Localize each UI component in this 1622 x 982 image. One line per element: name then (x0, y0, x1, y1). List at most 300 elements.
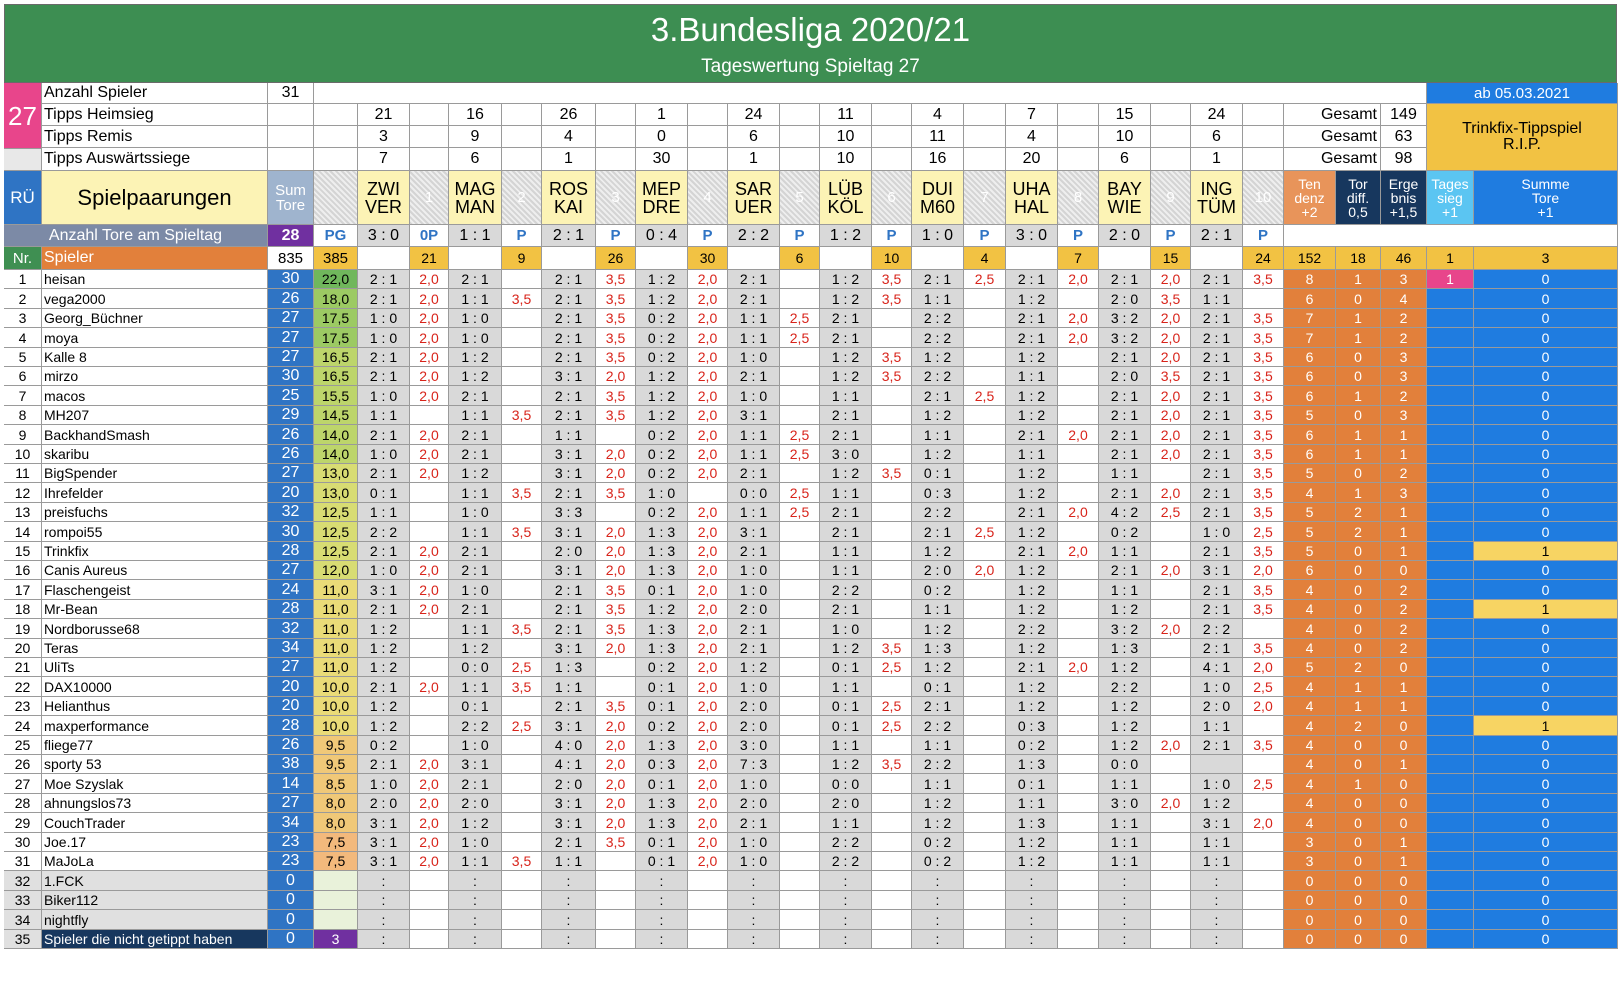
player-tendenz: 0 (1284, 930, 1336, 949)
player-tip: 2 : 1 (820, 406, 872, 425)
player-points: 3,5 (1243, 503, 1284, 522)
player-points: 3,5 (872, 639, 912, 658)
tip-count: 4 (542, 126, 596, 148)
player-tip: 1 : 0 (449, 328, 502, 348)
player-tip: 0 : 1 (1006, 774, 1058, 794)
tagessieg-total: 1 (1427, 247, 1474, 270)
player-ergebnis: 0 (1381, 871, 1427, 891)
player-tip: 2 : 1 (728, 813, 780, 833)
player-tip: : (542, 891, 596, 910)
player-points (1058, 813, 1099, 833)
player-points (410, 483, 449, 503)
player-tip: 3 : 1 (1191, 813, 1243, 833)
player-tip: 2 : 1 (542, 697, 596, 716)
player-tip: 2 : 1 (542, 309, 596, 328)
player-tip: 0 : 2 (912, 852, 964, 871)
player-tip: 2 : 1 (1099, 483, 1151, 503)
player-tagessieg (1427, 871, 1474, 891)
player-points (1058, 561, 1099, 580)
player-tip: 0 : 1 (636, 697, 688, 716)
player-points (502, 503, 542, 522)
player-ergebnis: 1 (1381, 445, 1427, 464)
player-points (964, 930, 1006, 949)
player-tip: 1 : 2 (820, 289, 872, 309)
player-tip: 1 : 1 (1006, 367, 1058, 386)
player-tip: 0 : 3 (912, 483, 964, 503)
player-tip: 2 : 1 (449, 561, 502, 580)
player-sum: 29 (268, 406, 314, 425)
player-nr: 4 (4, 328, 42, 348)
player-points (964, 580, 1006, 600)
player-tip: 1 : 3 (636, 542, 688, 561)
player-points (410, 503, 449, 522)
player-points (502, 270, 542, 289)
player-tip: 1 : 2 (636, 367, 688, 386)
tip-count: 10 (820, 148, 872, 171)
player-points: 2,5 (780, 309, 820, 328)
pg-label: PG (314, 225, 358, 247)
player-nr: 29 (4, 813, 42, 833)
player-tip: 2 : 1 (820, 309, 872, 328)
player-points: 2,0 (688, 309, 728, 328)
player-summe: 0 (1474, 697, 1618, 716)
player-tip: 2 : 1 (542, 600, 596, 619)
player-tip: 0 : 1 (820, 658, 872, 677)
match-header (1006, 171, 1058, 225)
player-tagessieg (1427, 677, 1474, 697)
player-tip: 1 : 2 (1006, 483, 1058, 503)
player-tendenz: 4 (1284, 716, 1336, 736)
stat-blank (780, 126, 820, 148)
player-tip: 2 : 2 (358, 522, 410, 542)
match-header-line-1: MEP (641, 178, 681, 199)
player-tip: 1 : 2 (1006, 697, 1058, 716)
player-name: Trinkfix (42, 542, 268, 561)
stat-blank (780, 104, 820, 126)
player-tip: 1 : 0 (728, 386, 780, 406)
match-header-line-1: UHA (1012, 178, 1051, 199)
player-pg: 22,0 (314, 270, 358, 289)
player-points (502, 794, 542, 813)
player-tendenz: 7 (1284, 328, 1336, 348)
player-points: 3,5 (1243, 445, 1284, 464)
player-points (596, 910, 636, 930)
date-badge: ab 05.03.2021 (1427, 83, 1618, 104)
player-points (780, 522, 820, 542)
player-points (780, 736, 820, 755)
tip-count: 4 (912, 104, 964, 126)
match-result: 2 : 1 (1191, 225, 1243, 247)
match-header (728, 171, 780, 225)
player-name: heisan (42, 270, 268, 289)
player-points (780, 930, 820, 949)
player-ergebnis: 1 (1381, 542, 1427, 561)
player-tip: : (1006, 891, 1058, 910)
player-tip: 2 : 1 (820, 503, 872, 522)
tip-count: 10 (820, 126, 872, 148)
player-tip: 0 : 2 (636, 348, 688, 367)
player-pg: 7,5 (314, 833, 358, 852)
player-points (872, 813, 912, 833)
player-nr: 13 (4, 503, 42, 522)
player-points (1058, 367, 1099, 386)
player-tip: 1 : 1 (1191, 716, 1243, 736)
player-tip: : (820, 891, 872, 910)
player-points (502, 348, 542, 367)
player-points (502, 774, 542, 794)
player-points: 2,0 (688, 774, 728, 794)
player-tendenz: 6 (1284, 445, 1336, 464)
player-summe: 0 (1474, 736, 1618, 755)
player-pg: 11,0 (314, 619, 358, 639)
player-tip: 1 : 0 (449, 736, 502, 755)
match-number: 2 (502, 171, 542, 225)
player-pg: 13,0 (314, 483, 358, 503)
player-points (502, 891, 542, 910)
player-points: 2,0 (1151, 348, 1191, 367)
player-tip: 1 : 2 (1006, 677, 1058, 697)
stat-blank (314, 104, 358, 126)
player-name: Nordborusse68 (42, 619, 268, 639)
player-points: 2,0 (688, 464, 728, 483)
player-points (780, 289, 820, 309)
player-sum: 32 (268, 619, 314, 639)
player-tagessieg (1427, 328, 1474, 348)
blank (1099, 247, 1151, 270)
player-points: 3,5 (1243, 580, 1284, 600)
player-tagessieg (1427, 697, 1474, 716)
player-points (1058, 386, 1099, 406)
player-ergebnis: 3 (1381, 483, 1427, 503)
ergebnis-header-line-1: Erge (1388, 175, 1419, 192)
player-pg: 8,5 (314, 774, 358, 794)
player-points (1058, 755, 1099, 774)
player-points: 2,0 (596, 736, 636, 755)
player-tagessieg (1427, 522, 1474, 542)
player-summe: 0 (1474, 774, 1618, 794)
player-tip: 1 : 0 (449, 309, 502, 328)
player-tip: : (1006, 910, 1058, 930)
player-tip: : (1191, 871, 1243, 891)
player-nr: 21 (4, 658, 42, 677)
player-points: 3,5 (502, 406, 542, 425)
player-points (410, 930, 449, 949)
player-tip: : (912, 930, 964, 949)
player-tendenz: 6 (1284, 367, 1336, 386)
player-tip: 2 : 1 (1191, 367, 1243, 386)
player-tip: 4 : 0 (542, 736, 596, 755)
player-points: 3,5 (596, 348, 636, 367)
player-tendenz: 5 (1284, 464, 1336, 483)
player-tip: 2 : 1 (1191, 639, 1243, 658)
player-tordiff: 0 (1336, 736, 1381, 755)
player-tip: 2 : 1 (358, 270, 410, 289)
player-tip: 0 : 1 (449, 697, 502, 716)
player-points: 2,5 (1243, 774, 1284, 794)
player-tip: 2 : 1 (358, 425, 410, 445)
player-tip: : (636, 871, 688, 891)
player-points: 2,0 (688, 852, 728, 871)
player-ergebnis: 3 (1381, 270, 1427, 289)
player-pg: 11,0 (314, 658, 358, 677)
player-tagessieg (1427, 755, 1474, 774)
player-tip: 2 : 1 (449, 600, 502, 619)
match-result: 1 : 0 (912, 225, 964, 247)
player-sum: 28 (268, 716, 314, 736)
player-points: 2,0 (596, 367, 636, 386)
player-points (1058, 697, 1099, 716)
player-pg: 8,0 (314, 813, 358, 833)
player-tip: 1 : 2 (820, 270, 872, 289)
player-points: 2,0 (688, 348, 728, 367)
player-tip: 3 : 1 (728, 406, 780, 425)
player-points: 2,0 (410, 425, 449, 445)
player-summe: 1 (1474, 542, 1618, 561)
player-nr: 14 (4, 522, 42, 542)
player-points (502, 600, 542, 619)
player-points (1058, 930, 1099, 949)
player-points (1058, 891, 1099, 910)
player-tip: 0 : 2 (636, 503, 688, 522)
match-header (358, 171, 410, 225)
player-tip: : (358, 871, 410, 891)
player-tip: 1 : 3 (636, 619, 688, 639)
player-points: 2,0 (596, 522, 636, 542)
player-points (780, 755, 820, 774)
rip-box-line-2: R.I.P. (1503, 136, 1541, 153)
player-pg: 12,5 (314, 542, 358, 561)
player-tip: 4 : 1 (1191, 658, 1243, 677)
player-sum: 27 (268, 658, 314, 677)
player-tip: 1 : 1 (1099, 852, 1151, 871)
player-tip: 1 : 3 (636, 639, 688, 658)
player-points (502, 328, 542, 348)
player-name: nightfly (42, 910, 268, 930)
player-pg: 11,0 (314, 600, 358, 619)
player-points (1151, 716, 1191, 736)
player-tip: 2 : 2 (1006, 619, 1058, 639)
player-points (502, 386, 542, 406)
tordiff-header-line-1: Tor (1348, 175, 1368, 192)
player-points (964, 774, 1006, 794)
player-points (688, 483, 728, 503)
player-summe: 0 (1474, 386, 1618, 406)
player-points (964, 910, 1006, 930)
player-tip: 2 : 2 (912, 328, 964, 348)
player-points (964, 445, 1006, 464)
player-tip: : (1099, 930, 1151, 949)
player-tordiff: 1 (1336, 445, 1381, 464)
player-points: 2,0 (1058, 270, 1099, 289)
player-tip (1191, 755, 1243, 774)
player-tip: 2 : 1 (1191, 309, 1243, 328)
player-points (964, 328, 1006, 348)
player-tip: 0 : 0 (449, 658, 502, 677)
stat-label: Tipps Remis (42, 126, 268, 148)
player-points: 2,0 (410, 677, 449, 697)
player-tordiff: 0 (1336, 542, 1381, 561)
player-tip: 0 : 0 (728, 483, 780, 503)
player-points: 3,5 (1243, 425, 1284, 445)
player-tip: 2 : 1 (1006, 309, 1058, 328)
player-points: 2,0 (596, 774, 636, 794)
player-ergebnis: 2 (1381, 328, 1427, 348)
player-tordiff: 0 (1336, 289, 1381, 309)
player-summe: 0 (1474, 619, 1618, 639)
player-nr: 9 (4, 425, 42, 445)
player-tendenz: 4 (1284, 697, 1336, 716)
player-tendenz: 7 (1284, 309, 1336, 328)
player-tip: 2 : 0 (542, 774, 596, 794)
player-tip: 1 : 2 (1006, 406, 1058, 425)
total-value: 63 (1381, 126, 1427, 148)
player-tordiff: 1 (1336, 309, 1381, 328)
player-tip: 2 : 1 (1191, 270, 1243, 289)
player-points (502, 367, 542, 386)
match-header-line-2: VER (364, 196, 402, 217)
player-points (780, 270, 820, 289)
player-tagessieg (1427, 580, 1474, 600)
player-name: Ihrefelder (42, 483, 268, 503)
pairings-header: Spielpaarungen (42, 171, 268, 225)
player-points (1151, 930, 1191, 949)
player-tagessieg (1427, 503, 1474, 522)
stat-blank (964, 104, 1006, 126)
player-nr: 18 (4, 600, 42, 619)
player-tip: 1 : 0 (728, 852, 780, 871)
player-tendenz: 3 (1284, 852, 1336, 871)
player-tagessieg (1427, 736, 1474, 755)
player-tip: 2 : 2 (449, 716, 502, 736)
player-tip: 0 : 1 (636, 774, 688, 794)
player-tip: 1 : 3 (636, 813, 688, 833)
player-tip: 1 : 1 (449, 677, 502, 697)
player-tip: 3 : 0 (728, 736, 780, 755)
player-points (596, 891, 636, 910)
stat-blank (1151, 104, 1191, 126)
page-title: 3.Bundesliga 2020/21 (650, 11, 971, 48)
player-tip: 1 : 0 (449, 580, 502, 600)
player-points (872, 542, 912, 561)
player-sum: 20 (268, 697, 314, 716)
player-tagessieg (1427, 930, 1474, 949)
ergebnis-total: 46 (1381, 247, 1427, 270)
player-points: 3,5 (1151, 367, 1191, 386)
player-points (964, 852, 1006, 871)
player-sum: 27 (268, 309, 314, 328)
player-tip: 1 : 3 (636, 736, 688, 755)
player-tip: 1 : 2 (820, 367, 872, 386)
player-name: BigSpender (42, 464, 268, 483)
player-tip: 0 : 1 (636, 677, 688, 697)
player-points (1243, 619, 1284, 639)
player-tip: 0 : 3 (1006, 716, 1058, 736)
player-tip: 1 : 2 (1006, 464, 1058, 483)
player-tendenz: 4 (1284, 813, 1336, 833)
player-tip: 2 : 1 (1191, 503, 1243, 522)
match-header-line-2: UER (734, 196, 773, 217)
player-points: 2,0 (688, 289, 728, 309)
player-tip: 2 : 1 (358, 289, 410, 309)
stat-blank (314, 148, 358, 171)
player-points (596, 503, 636, 522)
player-name: fliege77 (42, 736, 268, 755)
stat-blank (410, 126, 449, 148)
player-nr: 32 (4, 871, 42, 891)
player-points (872, 522, 912, 542)
player-tip: 2 : 0 (820, 794, 872, 813)
player-tagessieg (1427, 386, 1474, 406)
player-points: 2,0 (1058, 328, 1099, 348)
player-points: 2,0 (688, 697, 728, 716)
player-ergebnis: 4 (1381, 289, 1427, 309)
player-nr: 17 (4, 580, 42, 600)
stat-blank (502, 148, 542, 171)
player-summe: 0 (1474, 794, 1618, 813)
player-tip: 1 : 1 (1006, 445, 1058, 464)
player-tip: 3 : 1 (358, 833, 410, 852)
player-ergebnis: 2 (1381, 309, 1427, 328)
player-tip: : (358, 891, 410, 910)
player-points: 2,0 (688, 677, 728, 697)
match-header (820, 171, 872, 225)
player-tip: 0 : 1 (912, 677, 964, 697)
player-name: Georg_Büchner (42, 309, 268, 328)
tip-count: 1 (542, 148, 596, 171)
player-points (964, 639, 1006, 658)
tip-count: 3 (358, 126, 410, 148)
player-points (502, 697, 542, 716)
player-tip: 3 : 3 (542, 503, 596, 522)
player-nr: 20 (4, 639, 42, 658)
player-points (1151, 774, 1191, 794)
player-tip: 2 : 1 (1099, 561, 1151, 580)
player-tip: 1 : 1 (449, 619, 502, 639)
player-name: MaJoLa (42, 852, 268, 871)
player-tip: 1 : 2 (449, 639, 502, 658)
player-pg (314, 871, 358, 891)
player-tip: : (542, 871, 596, 891)
matchday-badge: 27 (4, 83, 42, 149)
player-points (502, 755, 542, 774)
player-points: 2,0 (688, 833, 728, 852)
player-tip: 2 : 1 (1099, 445, 1151, 464)
player-tip: 2 : 0 (728, 794, 780, 813)
player-tip: : (636, 891, 688, 910)
player-nr: 35 (4, 930, 42, 949)
player-tip: 3 : 2 (1099, 328, 1151, 348)
tip-count: 6 (449, 148, 502, 171)
player-points (964, 406, 1006, 425)
player-tip: 0 : 2 (912, 833, 964, 852)
player-tip: : (1099, 910, 1151, 930)
player-tip: 1 : 1 (820, 483, 872, 503)
player-points (872, 852, 912, 871)
player-tip: 1 : 1 (449, 522, 502, 542)
player-tip: 2 : 1 (1191, 348, 1243, 367)
summe-total: 3 (1474, 247, 1618, 270)
player-tendenz: 8 (1284, 270, 1336, 289)
player-tip: 2 : 1 (358, 600, 410, 619)
player-tendenz: 4 (1284, 483, 1336, 503)
player-summe: 0 (1474, 871, 1618, 891)
player-pg: 12,0 (314, 561, 358, 580)
player-tip: 3 : 1 (728, 522, 780, 542)
player-tip: 1 : 1 (1191, 852, 1243, 871)
player-tip: 1 : 2 (912, 619, 964, 639)
player-points: 2,5 (1243, 677, 1284, 697)
player-tip: 1 : 2 (912, 658, 964, 677)
